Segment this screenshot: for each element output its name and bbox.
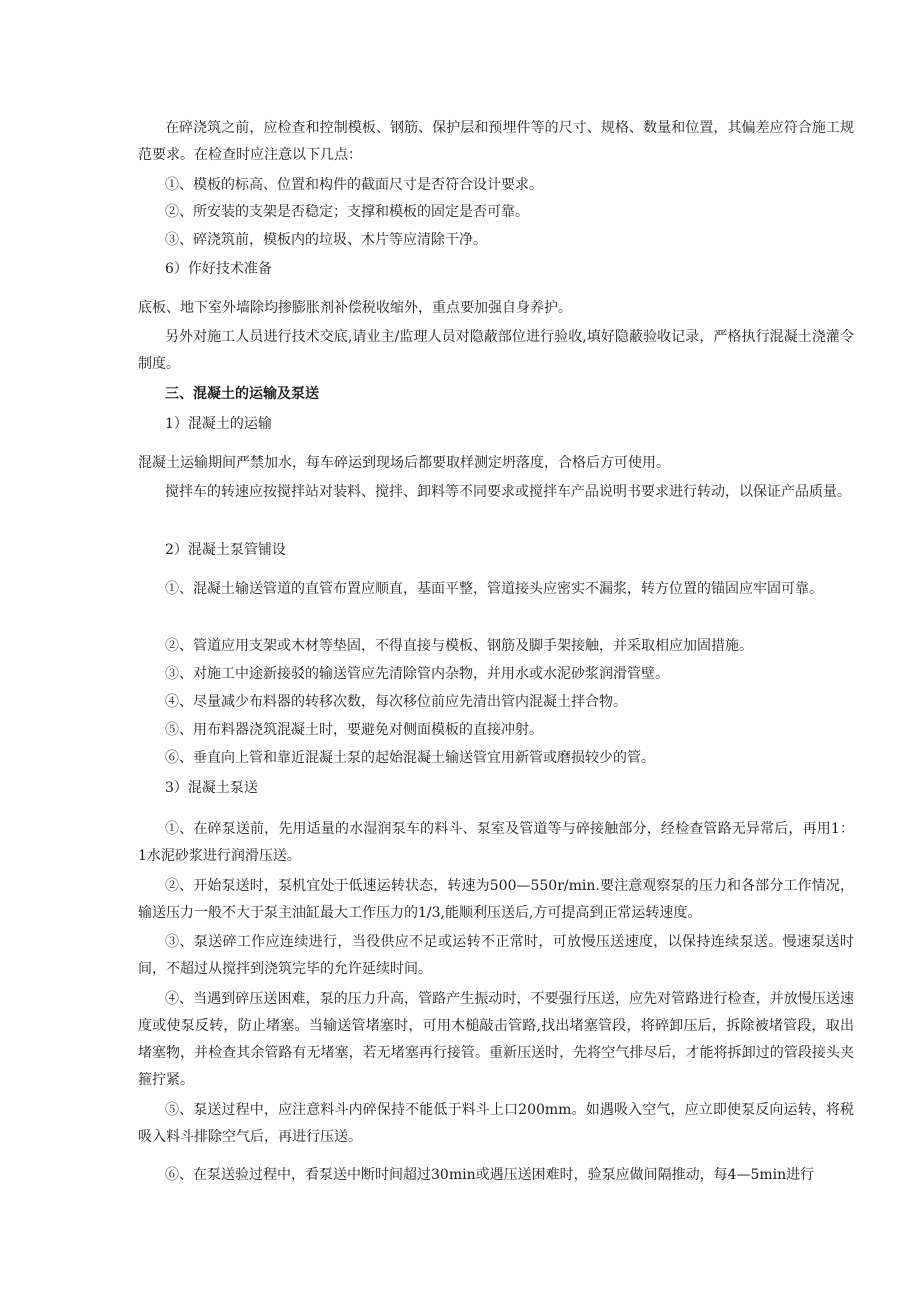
paragraph-pipe-2: ②、管道应用支架或木材等垫固，不得直接与模板、钢筋及脚手架接触，并采取相应加固措施。 <box>165 638 753 654</box>
paragraph-pipe-5: ⑤、用布料器浇筑混凝土时，要避免对侧面模板的直接冲射。 <box>165 722 543 738</box>
paragraph-mixer-speed: 搅拌车的转速应按搅拌站对装料、搅拌、卸料等不同要求或搅拌车产品说明书要求进行转动，以保证产品质量。 <box>165 484 851 500</box>
paragraph-inspection-intro: 在碎浇筑之前，应检查和控制模板、钢筋、保护层和预埋件等的尺寸、规格、数量和位置，其偏差应符合施工规范要求。在检查时应注意以下几点： <box>138 120 854 163</box>
paragraph-check-2: ②、所安装的支架是否稳定；支撑和模板的固定是否可靠。 <box>165 204 529 220</box>
paragraph-check-1: ①、模板的标高、位置和构件的截面尺寸是否符合设计要求。 <box>165 177 543 193</box>
paragraph-pipe-4: ④、尽量减少布料器的转移次数，每次移位前应先清出管内混凝土拌合物。 <box>165 694 627 710</box>
subheading-tech-prep: 6）作好技术准备 <box>165 261 272 277</box>
paragraph-pump-1: ①、在碎泵送前，先用适量的水湿润泵车的料斗、泵室及管道等与碎接触部分，经检查管路无异常后，再用1：1水泥砂浆进行润滑压送。 <box>138 821 854 864</box>
paragraph-check-3: ③、碎浇筑前，模板内的垃圾、木片等应清除干净。 <box>165 232 487 248</box>
subheading-transport: 1）混凝土的运输 <box>165 416 272 432</box>
subheading-pumping: 3）混凝土泵送 <box>165 780 258 796</box>
paragraph-pump-5: ⑤、泵送过程中，应注意料斗内碎保持不能低于料斗上口200mm。如遇吸入空气，应立即使泵反向运转，将税吸入料斗排除空气后，再进行压送。 <box>138 1102 854 1145</box>
paragraph-pump-4: ④、当遇到碎压送困难，泵的压力升高，管路产生振动时，不要强行压送，应先对管路进行检查，并放慢压送速度或使泵反转，防止堵塞。当输送管堵塞时，可用木槌敲击管路,找出堵塞管段，将碎卸压后，拆除被堵管段，取出堵塞物，并检查其余管路有无堵塞，若无堵塞再行接管。重新压送时，先将空气排尽后，才能将拆卸过的管段接头夹箍拧紧。 <box>138 991 854 1088</box>
subheading-pipe-laying: 2）混凝土泵管铺设 <box>165 542 286 558</box>
paragraph-pipe-6: ⑥、垂直向上管和靠近混凝土泵的起始混凝土输送管宜用新管或磨损较少的管。 <box>165 750 655 766</box>
paragraph-basement: 底板、地下室外墙除均掺膨胀剂补偿税收缩外，重点要加强自身养护。 <box>138 300 572 316</box>
paragraph-disclosure: 另外对施工人员进行技术交底,请业主/监理人员对隐蔽部位进行验收,填好隐蔽验收记录，严格执行混凝土浇灌令制度。 <box>138 329 854 372</box>
section-heading-transport: 三、混凝土的运输及泵送 <box>165 386 319 402</box>
paragraph-no-water: 混凝土运输期间严禁加水，每车碎运到现场后都要取样测定坍落度，合格后方可使用。 <box>138 455 670 471</box>
paragraph-pump-2: ②、开始泵送时，泵机宜处于低速运转状态，转速为500—550r/min.要注意观察泵的压力和各部分工作情况，输送压力一般不大于泵主油缸最大工作压力的1/3,能顺利压送后,方可提高到正常运转速度。 <box>138 878 854 921</box>
paragraph-pump-6: ⑥、在泵送验过程中，看泵送中断时间超过30min或遇压送困难时，验泵应做间隔推动，每4—5min进行 <box>165 1167 815 1183</box>
paragraph-pump-3: ③、泵送碎工作应连续进行，当役供应不足或运转不正常时，可放慢压送速度，以保持连续泵送。慢速泵送时间，不超过从搅拌到浇筑完毕的允许延续时间。 <box>138 934 854 977</box>
paragraph-pipe-1: ①、混凝土输送管道的直管布置应顺直，基面平整，管道接头应密实不漏浆，转方位置的锚固应牢固可靠。 <box>165 581 823 597</box>
paragraph-pipe-3: ③、对施工中途新接驳的输送管应先清除管内杂物，并用水或水泥砂浆润滑管壁。 <box>165 666 669 682</box>
